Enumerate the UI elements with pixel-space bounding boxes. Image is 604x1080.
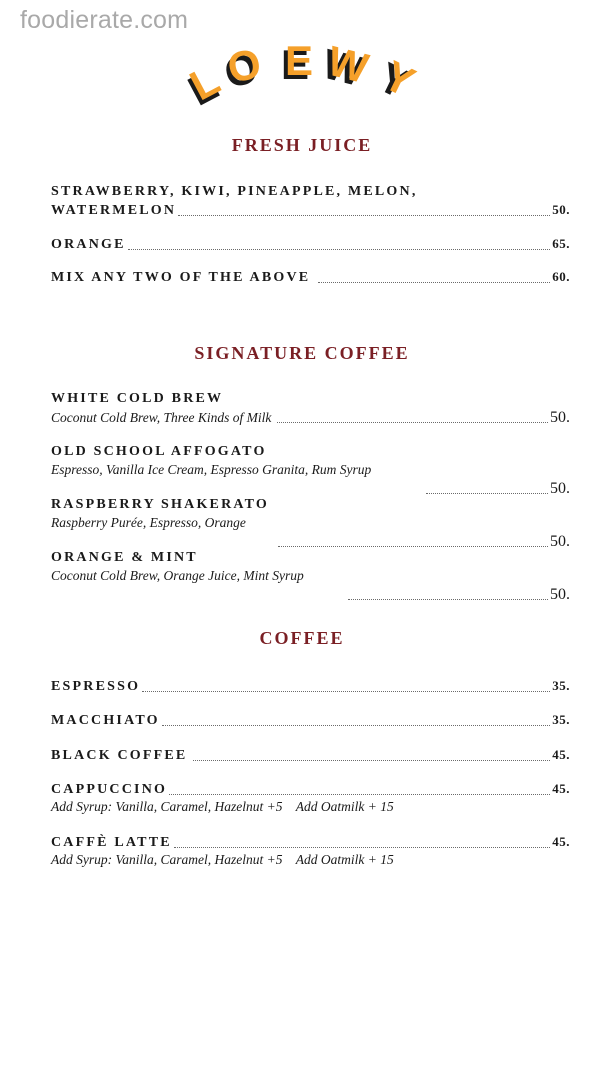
item-description: Espresso, Vanilla Ice Cream, Espresso Granita, Rum Syrup [51,462,372,477]
item-price: 45. [552,747,570,762]
dot-leader [174,847,550,848]
section-title-signature-coffee: SIGNATURE COFFEE [194,343,410,363]
item-price: 35. [552,678,570,693]
section-title-fresh-juice: FRESH JUICE [231,135,373,155]
item-price: 45. [552,781,570,796]
menu-item [51,497,570,551]
dot-leader [193,760,550,761]
logo [0,0,604,120]
dot-leader [178,215,550,216]
item-addons: Add Syrup: Vanilla, Caramel, Hazelnut +5 Add Oatmilk + 15 [51,799,394,814]
item-name: WHITE COLD BREW [51,391,224,406]
item-name: CAFFÈ LATTE [51,835,172,850]
menu-item [51,236,570,254]
dot-leader [128,249,551,250]
item-name: WATERMELON [51,203,177,218]
menu-item [51,269,570,287]
logo-letter-y: Y [376,51,423,106]
dot-leader [278,546,548,547]
item-price: 60. [552,269,570,284]
item-description: Coconut Cold Brew, Orange Juice, Mint Syrup [51,568,304,583]
item-name: MIX ANY TWO OF THE ABOVE [51,270,311,285]
logo-letter-l: L [182,55,227,110]
item-price: 50. [550,533,570,550]
menu-item [51,391,570,427]
item-name: STRAWBERRY, KIWI, PINEAPPLE, MELON, [51,184,418,199]
watermark-text: foodierate.com [20,6,189,34]
item-price: 50. [552,202,570,217]
menu-item [51,184,570,220]
logo-letter-o: O [223,39,266,92]
menu-item [51,678,570,696]
menu-item [51,550,570,604]
item-price: 50. [550,480,570,497]
item-description: Raspberry Purée, Espresso, Orange [51,515,246,530]
logo-letter-w: W [323,36,373,93]
item-name: CAPPUCCINO [51,782,168,797]
dot-leader [348,599,548,600]
item-price: 50. [550,586,570,603]
item-price: 65. [552,236,570,251]
item-addons: Add Syrup: Vanilla, Caramel, Hazelnut +5 Add Oatmilk + 15 [51,852,394,867]
item-price: 45. [552,834,570,849]
menu-item [51,781,570,817]
item-price: 35. [552,712,570,727]
section-title-coffee: COFFEE [259,628,345,648]
item-name: ORANGE & MINT [51,550,198,565]
item-name: BLACK COFFEE [51,748,188,763]
item-name: MACCHIATO [51,713,160,728]
dot-leader [162,725,551,726]
item-name: ESPRESSO [51,679,141,694]
item-name: ORANGE [51,237,126,252]
menu-item [51,834,570,870]
menu-item [51,444,570,498]
dot-leader [277,422,548,423]
dot-leader [169,794,550,795]
dot-leader [142,691,550,692]
item-name: OLD SCHOOL AFFOGATO [51,444,267,459]
item-name: RASPBERRY SHAKERATO [51,497,270,512]
dot-leader [426,493,548,494]
dot-leader [318,282,550,283]
menu-item [51,747,570,765]
menu-item [51,712,570,730]
logo-letter-e: E [285,37,314,84]
item-description: Coconut Cold Brew, Three Kinds of Milk [51,410,272,425]
item-price: 50. [550,409,570,426]
